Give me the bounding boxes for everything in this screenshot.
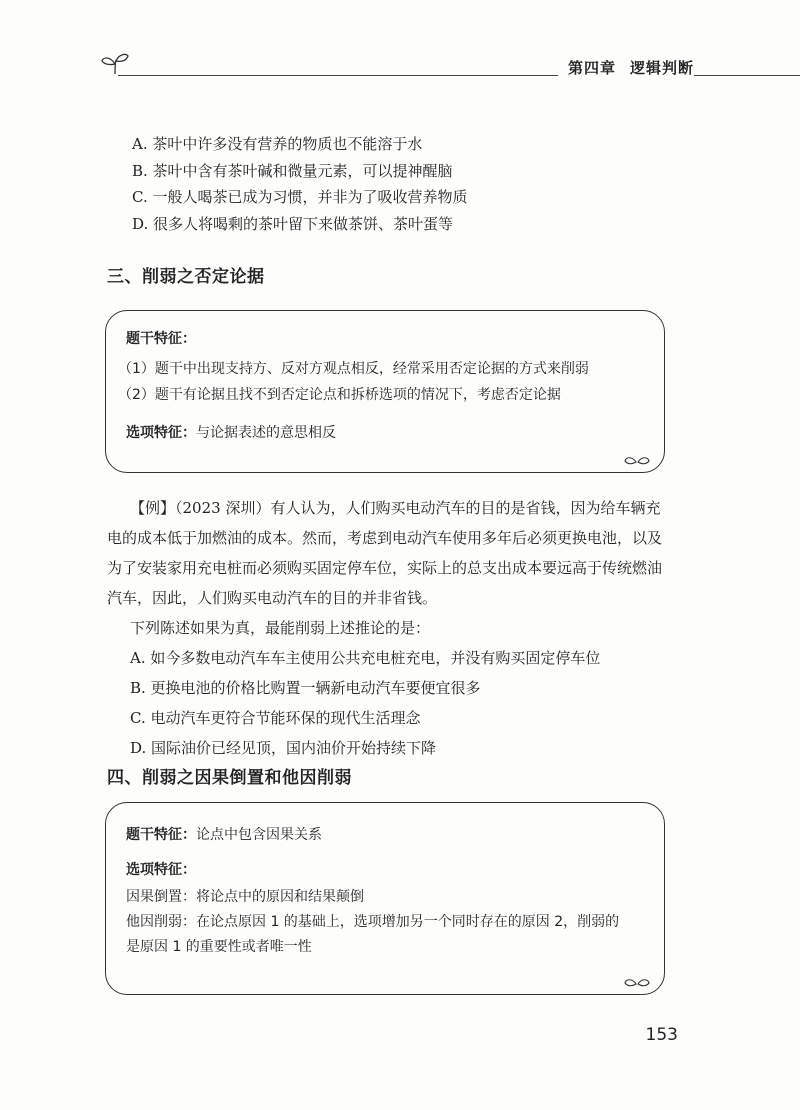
option-feature-label: 选项特征： bbox=[126, 862, 196, 878]
example-passage bbox=[107, 493, 667, 763]
stem-feature-item-1: （1）题干中出现支持方、反对方观点相反，经常采用否定论据的方式来削弱 bbox=[118, 361, 589, 377]
header-title bbox=[558, 57, 694, 78]
header-rule bbox=[118, 75, 800, 76]
sprout-icon bbox=[100, 50, 130, 76]
option-feature-label: 选项特征： bbox=[126, 425, 196, 441]
stem-feature-line bbox=[126, 825, 648, 845]
chapter-title: 逻辑判断 bbox=[629, 59, 694, 77]
example-option-d: D. 国际油价已经见顶，国内油价开始持续下降 bbox=[130, 739, 437, 757]
stem-feature-item-2: （2）题干有论据且找不到否定论点和拆桥选项的情况下，考虑否定论据 bbox=[118, 387, 561, 403]
example-line-4: 汽车，因此，人们购买电动汽车的目的并非省钱。 bbox=[107, 589, 438, 607]
option-feature-line-2: 他因削弱：在论点原因 1 的基础上，选项增加另一个同时存在的原因 2，削弱的 bbox=[126, 914, 620, 930]
option-feature-line-1: 因果倒置：将论点中的原因和结果颠倒 bbox=[126, 889, 364, 905]
chapter-label: 第四章 bbox=[567, 59, 616, 77]
example-option-a: A. 如今多数电动汽车车主使用公共充电桩充电，并没有购买固定停车位 bbox=[130, 649, 601, 667]
example-question: 下列陈述如果为真，最能削弱上述推论的是： bbox=[130, 619, 431, 637]
page-number: 153 bbox=[645, 1025, 678, 1045]
option-d: D. 很多人将喝剩的茶叶留下来做茶饼、茶叶蛋等 bbox=[132, 214, 454, 233]
feature-box-3 bbox=[105, 310, 665, 473]
example-line-1: 【例】（2023 深圳）有人认为，人们购买电动汽车的目的是省钱，因为给车辆充 bbox=[130, 499, 661, 517]
option-a: A. 茶叶中许多没有营养的物质也不能溶于水 bbox=[132, 135, 423, 153]
stem-feature-label: 题干特征： bbox=[126, 331, 196, 347]
example-line-3: 为了安装家用充电桩而必须购买固定停车位，实际上的总支出成本要远高于传统燃油 bbox=[107, 559, 663, 577]
section-heading-4: 四、削弱之因果倒置和他因削弱 bbox=[107, 768, 352, 788]
section-heading-3: 三、削弱之否定论据 bbox=[107, 267, 265, 287]
example-line-2: 电的成本低于加燃油的成本。然而，考虑到电动汽车使用多年后必须更换电池，以及 bbox=[107, 529, 663, 547]
option-feature-line-3: 是原因 1 的重要性或者唯一性 bbox=[126, 939, 312, 955]
option-feature-text: 与论据表述的意思相反 bbox=[196, 425, 336, 441]
leaf-pair-icon bbox=[624, 454, 650, 468]
leaf-pair-icon bbox=[624, 976, 650, 990]
stem-feature-text: 论点中包含因果关系 bbox=[196, 827, 322, 843]
stem-feature-label: 题干特征： bbox=[126, 827, 196, 843]
example-option-c: C. 电动汽车更符合节能环保的现代生活理念 bbox=[130, 709, 421, 727]
feature-box-4 bbox=[105, 802, 665, 995]
option-c: C. 一般人喝茶已成为习惯，并非为了吸收营养物质 bbox=[132, 188, 468, 206]
option-b: B. 茶叶中含有茶叶碱和微量元素，可以提神醒脑 bbox=[132, 161, 453, 180]
example-option-b: B. 更换电池的价格比购置一辆新电动汽车要便宜很多 bbox=[130, 679, 481, 697]
option-feature-line bbox=[126, 423, 648, 443]
top-options bbox=[132, 131, 467, 237]
